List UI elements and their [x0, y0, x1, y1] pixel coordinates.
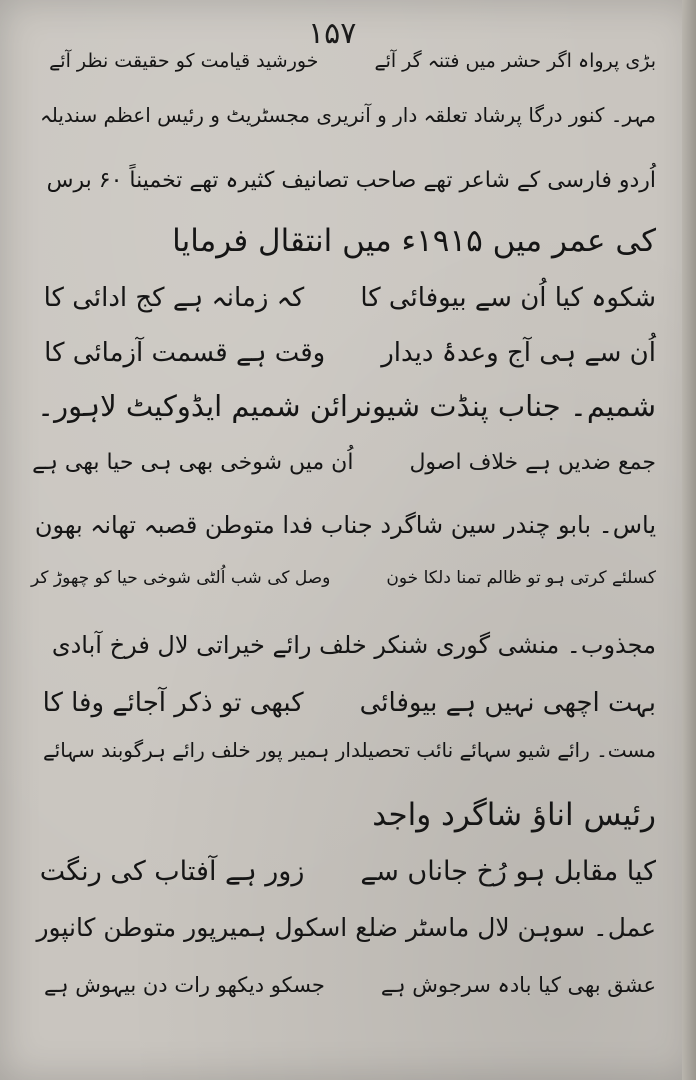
verse-hemistich: زور ہے آفتاب کی رنگت [39, 856, 305, 887]
verse-hemistich: کیا مقابل ہو رُخ جاناں سے [360, 856, 656, 887]
poet-intro: رئیس اناؤ شاگرد واجد [372, 797, 656, 833]
verse-hemistich: کہ زمانہ ہے کج ادائی کا [43, 283, 305, 313]
verse-hemistich: کسلئے کرتی ہو تو ظالم تمنا دلکا خون [386, 568, 656, 588]
text-line-16 [36, 915, 656, 940]
verse-hemistich: وقت ہے قسمت آزمائی کا [44, 338, 326, 368]
poet-intro: کی عمر میں ۱۹۱۵ء میں انتقال فرمایا [172, 223, 656, 259]
text-line-11 [52, 633, 656, 657]
text-line-13 [43, 740, 656, 760]
verse-hemistich: بہت اچھی نہیں ہے بیوفائی [359, 688, 656, 718]
verse-hemistich: کبھی تو ذکر آجائے وفا کا [42, 688, 304, 718]
poet-intro: مست۔ رائے شیو سہائے نائب تحصیلدار ہمیر پور خلف رائے ہرگوبند سہائے [42, 738, 656, 762]
text-line-1 [49, 52, 656, 71]
verse-hemistich: جسکو دیکھو رات دن بیہوش ہے [43, 973, 325, 997]
text-line-15 [40, 858, 656, 885]
verse-hemistich: بڑی پرواہ اگر حشر میں فتنہ گر آئے [374, 50, 656, 72]
text-line-17 [44, 975, 656, 996]
page-number: ۱۵۷ [308, 16, 357, 51]
text-line-8 [32, 452, 656, 474]
text-line-9 [35, 513, 656, 537]
text-line-6 [44, 340, 656, 366]
verse-hemistich: عشق بھی کیا بادہ سرجوش ہے [380, 973, 656, 997]
poet-intro: شمیم۔ جناب پنڈت شیونرائن شمیم ایڈوکیٹ لاہور۔ [37, 389, 656, 423]
page-edge [682, 0, 696, 1080]
poet-intro: مہر۔ کنور درگا پرشاد تعلقہ دار و آنریری مجسٹریٹ و رئیس اعظم سندیلہ [40, 103, 656, 127]
text-line-12 [43, 690, 656, 716]
text-line-3 [47, 170, 656, 192]
text-line-5 [44, 285, 656, 311]
poet-intro: مجذوب۔ منشی گوری شنکر خلف رائے خیراتی لال فرخ آبادی [51, 631, 656, 659]
poet-intro: اُردو فارسی کے شاعر تھے صاحب تصانیف کثیرہ تھے تخمیناً ۶۰ برس [46, 168, 656, 193]
verse-hemistich: خورشید قیامت کو حقیقت نظر آئے [49, 50, 319, 72]
text-line-10 [31, 570, 656, 587]
verse-hemistich: اُن میں شوخی بھی ہی حیا بھی ہے [32, 450, 354, 475]
text-line-14 [372, 797, 656, 833]
text-line-4 [172, 223, 656, 259]
text-line-7 [37, 389, 656, 423]
poet-intro: عمل۔ سوہن لال ماسٹر ضلع اسکول ہمیرپور متوطن کانپور [36, 913, 656, 942]
text-line-2 [40, 105, 656, 125]
verse-hemistich: وصل کی شب اُلٹی شوخی حیا کو چھوڑ کر [31, 568, 331, 588]
poet-intro: یاس۔ بابو چندر سین شاگرد جناب فدا متوطن قصبہ تھانہ بھون [34, 511, 656, 539]
verse-hemistich: جمع ضدیں ہے خلاف اصول [409, 450, 656, 475]
verse-hemistich: اُن سے ہی آج وعدۂ دیدار [381, 338, 656, 368]
verse-hemistich: شکوہ کیا اُن سے بیوفائی کا [360, 283, 656, 313]
